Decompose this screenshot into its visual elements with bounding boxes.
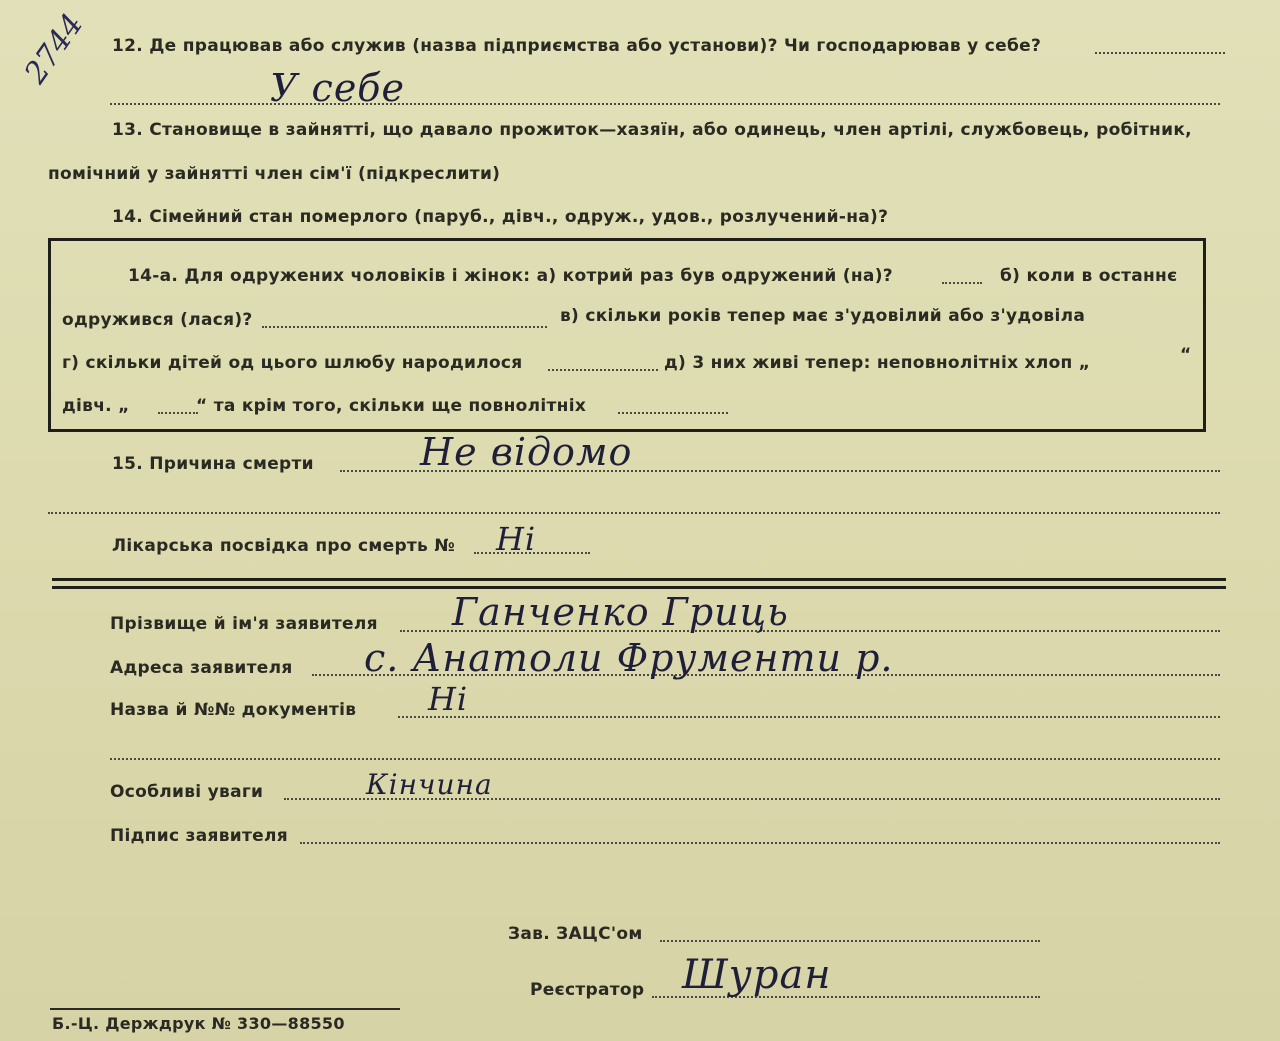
q12-answer: У себе — [270, 66, 405, 110]
applicant-signature-label: Підпис заявителя — [110, 826, 288, 846]
q14a-dots-4 — [158, 412, 198, 414]
q12-dots — [1095, 52, 1225, 54]
registrar-signature: Шуран — [682, 952, 832, 998]
printer-imprint: Б.-Ц. Держдрук № 330—88550 — [52, 1014, 345, 1033]
q14a-line1b: б) коли в останнє — [1000, 266, 1178, 286]
q12-label: 12. Де працював або служив (назва підприємства або установи)? Чи господарював у себе? — [112, 36, 1042, 56]
q14a-dots-2 — [262, 326, 547, 328]
q14a-line4a: дівч. „ — [62, 396, 130, 416]
applicant-name-value: Ганченко Гриць — [452, 590, 789, 634]
q14a-line3c: “ — [1180, 345, 1192, 365]
q15-answer: Не відомо — [420, 430, 633, 474]
margin-note: 2744 — [18, 7, 91, 91]
applicant-docs-label: Назва й №№ документів — [110, 700, 357, 720]
q12-answer-dots — [110, 103, 1220, 105]
q14a-line3b: д) 3 них живі тепер: неповнолітніх хлоп „ — [664, 353, 1091, 373]
applicant-signature-dots — [300, 842, 1220, 844]
applicant-address-value: с. Анатоли Фрументи р. — [364, 636, 894, 680]
applicant-name-label: Прізвище й ім'я заявителя — [110, 614, 378, 634]
q13-label-2: помічний у зайнятті член сім'ї (підкреслити) — [48, 164, 501, 184]
applicant-notes-value: Кінчина — [366, 768, 493, 801]
q14a-line2b: в) скільки років тепер має з'удовілий або з'удовіла — [560, 306, 1086, 326]
q14a-dots-5 — [618, 412, 728, 414]
applicant-address-label: Адреса заявителя — [110, 658, 293, 678]
head-label: Зав. ЗАЦС'ом — [508, 924, 643, 944]
q14a-line1a: 14-а. Для одружених чоловіків і жінок: а) котрий раз був одружений (на)? — [128, 266, 893, 286]
q14a-line4b: “ та крім того, скільки ще повнолітніх — [196, 396, 587, 416]
q14a-dots-3 — [548, 369, 658, 371]
q15-dots-2 — [48, 512, 1220, 514]
applicant-docs-value: Ні — [428, 680, 469, 718]
separator-bottom — [52, 586, 1226, 589]
head-dots — [660, 940, 1040, 942]
applicant-docs-dots — [398, 716, 1220, 718]
footer-rule — [50, 1008, 400, 1010]
applicant-notes-label: Особливі уваги — [110, 782, 264, 802]
medical-answer: Ні — [496, 520, 537, 558]
q15-label: 15. Причина смерти — [112, 454, 314, 474]
medical-label: Лікарська посвідка про смерть № — [112, 536, 456, 556]
q14a-line2a: одружився (лася)? — [62, 310, 253, 330]
q14a-dots-1 — [942, 282, 982, 284]
q14-label: 14. Сімейний стан померлого (паруб., дівч., одруж., удов., розлучений-на)? — [112, 207, 889, 227]
q14a-line3a: г) скільки дітей од цього шлюбу народилося — [62, 353, 523, 373]
registrar-label: Реєстратор — [530, 980, 645, 1000]
separator-top — [52, 578, 1226, 581]
applicant-extra-dots — [110, 758, 1220, 760]
q13-label: 13. Становище в зайнятті, що давало прожиток—хазяїн, або одинець, член артілі, службовець, робітник, — [112, 120, 1192, 140]
